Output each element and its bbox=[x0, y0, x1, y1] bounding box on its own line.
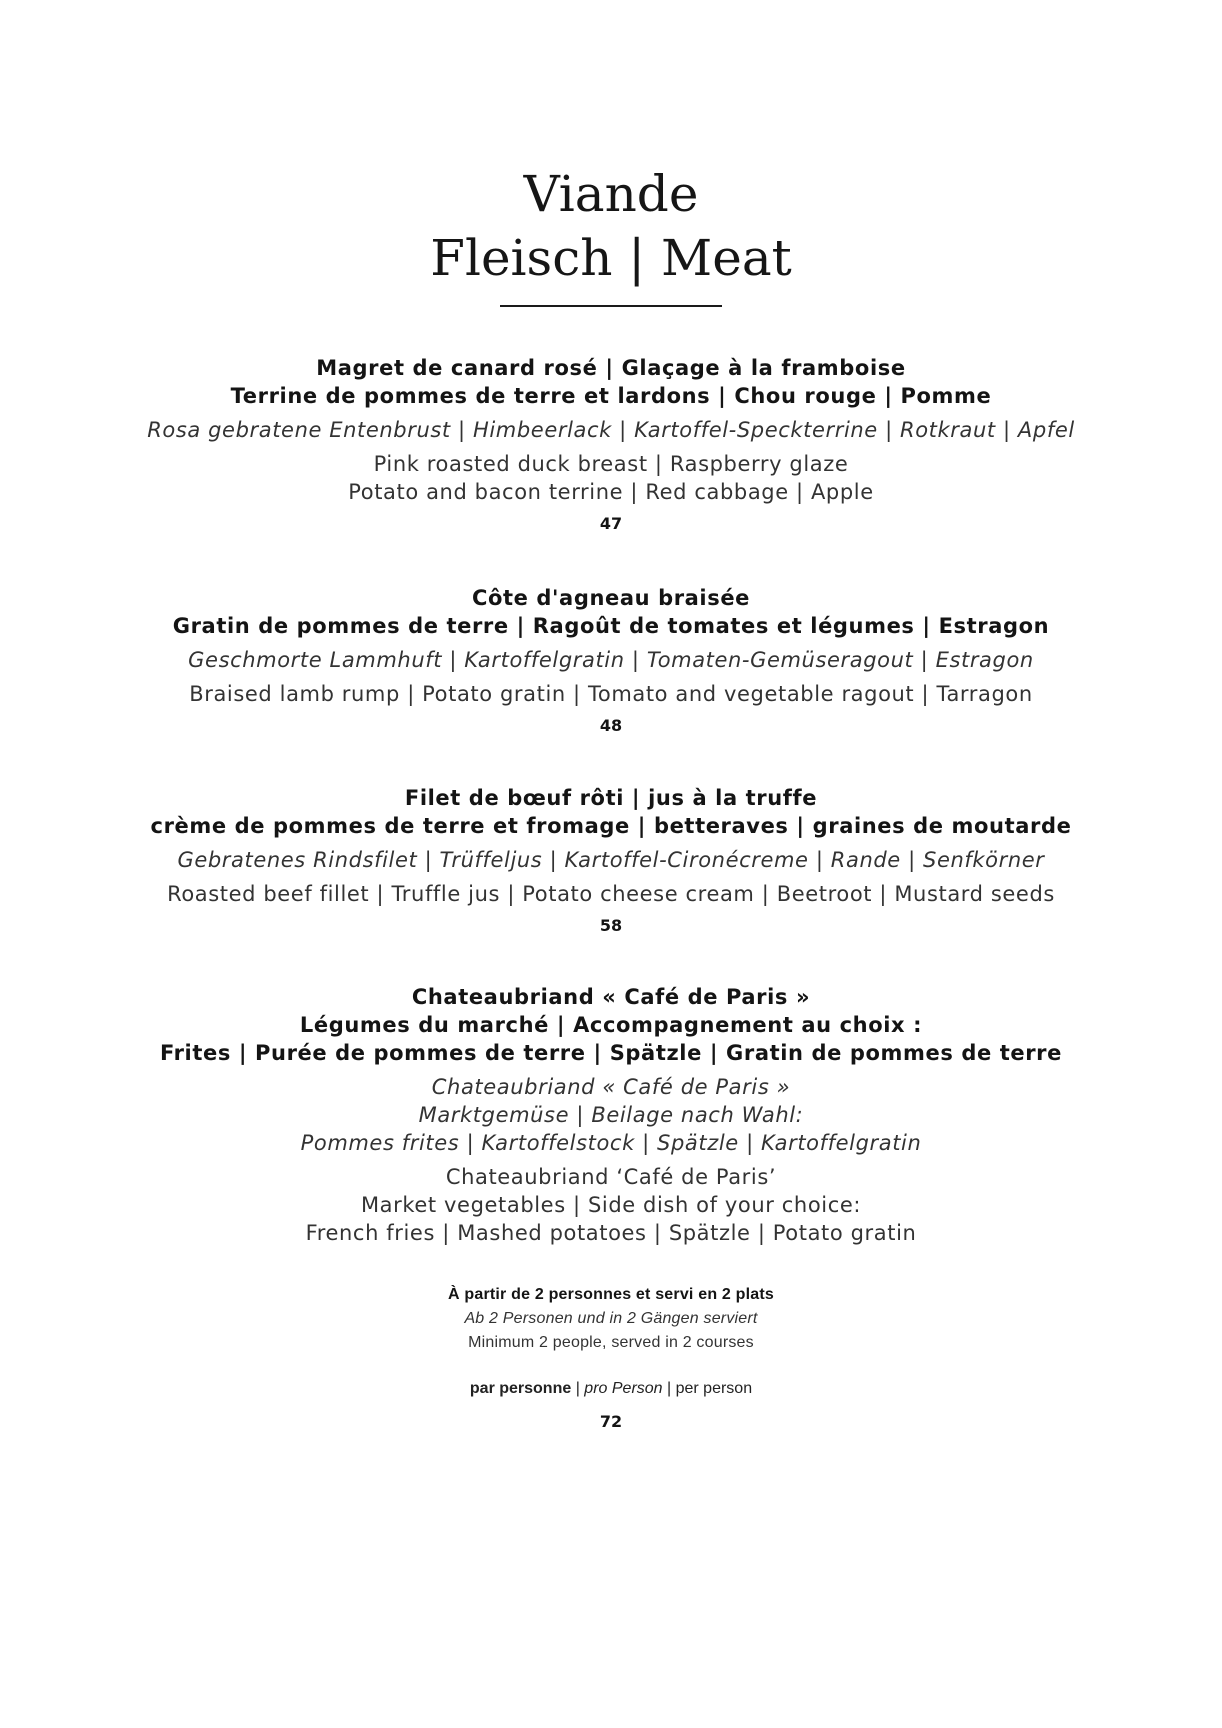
dish-sides-en: Market vegetables | Side dish of your choice: bbox=[360, 1193, 862, 1217]
chateaubriand-price: 72 bbox=[599, 1412, 623, 1431]
title-divider bbox=[500, 305, 722, 307]
per-person-fr: par personne bbox=[469, 1380, 572, 1397]
dish-side-options-fr: Frites | Purée de pommes de terre | Spätzle | Gratin de pommes de terre bbox=[160, 1041, 1062, 1065]
dish-lamb bbox=[0, 584, 1222, 738]
per-person-de: pro Person bbox=[584, 1380, 663, 1397]
dish-description-en: Braised lamb rump | Potato gratin | Tomato and vegetable ragout | Tarragon bbox=[189, 682, 1033, 706]
dish-sides-de: Marktgemüse | Beilage nach Wahl: bbox=[418, 1103, 804, 1127]
dish-sides-fr: Légumes du marché | Accompagnement au choix : bbox=[299, 1013, 923, 1037]
dish-name-en: Pink roasted duck breast | Raspberry glaze bbox=[373, 452, 849, 476]
serving-note-fr: À partir de 2 personnes et servi en 2 plats bbox=[447, 1286, 775, 1303]
dish-description-de: Geschmorte Lammhuft | Kartoffelgratin | Tomaten-Gemüseragout | Estragon bbox=[188, 648, 1034, 672]
dish-name-en: Chateaubriand ‘Café de Paris’ bbox=[445, 1165, 777, 1189]
dish-description-fr: Gratin de pommes de terre | Ragoût de tomates et légumes | Estragon bbox=[172, 614, 1050, 638]
dish-name-fr: Chateaubriand « Café de Paris » bbox=[411, 985, 811, 1009]
page-title-french: Viande bbox=[523, 165, 699, 223]
dish-price: 48 bbox=[599, 716, 623, 735]
dish-name-de: Chateaubriand « Café de Paris » bbox=[431, 1075, 791, 1099]
per-person-label bbox=[0, 1377, 1222, 1401]
dish-chateaubriand bbox=[0, 983, 1222, 1247]
dish-description-en: Potato and bacon terrine | Red cabbage | Apple bbox=[348, 480, 874, 504]
dish-name-fr: Filet de bœuf rôti | jus à la truffe bbox=[404, 786, 818, 810]
dish-name-fr: Magret de canard rosé | Glaçage à la framboise bbox=[316, 356, 906, 380]
page-title-translations: Fleisch | Meat bbox=[430, 229, 792, 287]
per-person-separator: | bbox=[662, 1380, 676, 1397]
dish-description-en: Roasted beef fillet | Truffle jus | Potato cheese cream | Beetroot | Mustard seeds bbox=[167, 882, 1055, 906]
dish-duck bbox=[0, 354, 1222, 536]
dish-price: 47 bbox=[599, 514, 623, 533]
per-person-separator: | bbox=[571, 1380, 585, 1397]
serving-note-de: Ab 2 Personen und in 2 Gängen serviert bbox=[464, 1310, 758, 1327]
dish-name-fr: Côte d'agneau braisée bbox=[471, 586, 751, 610]
dish-description-de: Rosa gebratene Entenbrust | Himbeerlack | Kartoffel-Speckterrine | Rotkraut | Apfel bbox=[147, 418, 1075, 442]
chateaubriand-serving-note bbox=[0, 1283, 1222, 1355]
dish-description-fr: Terrine de pommes de terre et lardons | Chou rouge | Pomme bbox=[230, 384, 992, 408]
dish-side-options-de: Pommes frites | Kartoffelstock | Spätzle | Kartoffelgratin bbox=[300, 1131, 922, 1155]
dish-price: 58 bbox=[599, 916, 623, 935]
dish-beef-fillet bbox=[0, 784, 1222, 938]
dish-side-options-en: French fries | Mashed potatoes | Spätzle | Potato gratin bbox=[305, 1221, 917, 1245]
serving-note-en: Minimum 2 people, served in 2 courses bbox=[468, 1334, 754, 1351]
per-person-en: per person bbox=[675, 1380, 753, 1397]
dish-description-de: Gebratenes Rindsfilet | Trüffeljus | Kartoffel-Cironécreme | Rande | Senfkörner bbox=[177, 848, 1045, 872]
dish-description-fr: crème de pommes de terre et fromage | betteraves | graines de moutarde bbox=[150, 814, 1072, 838]
